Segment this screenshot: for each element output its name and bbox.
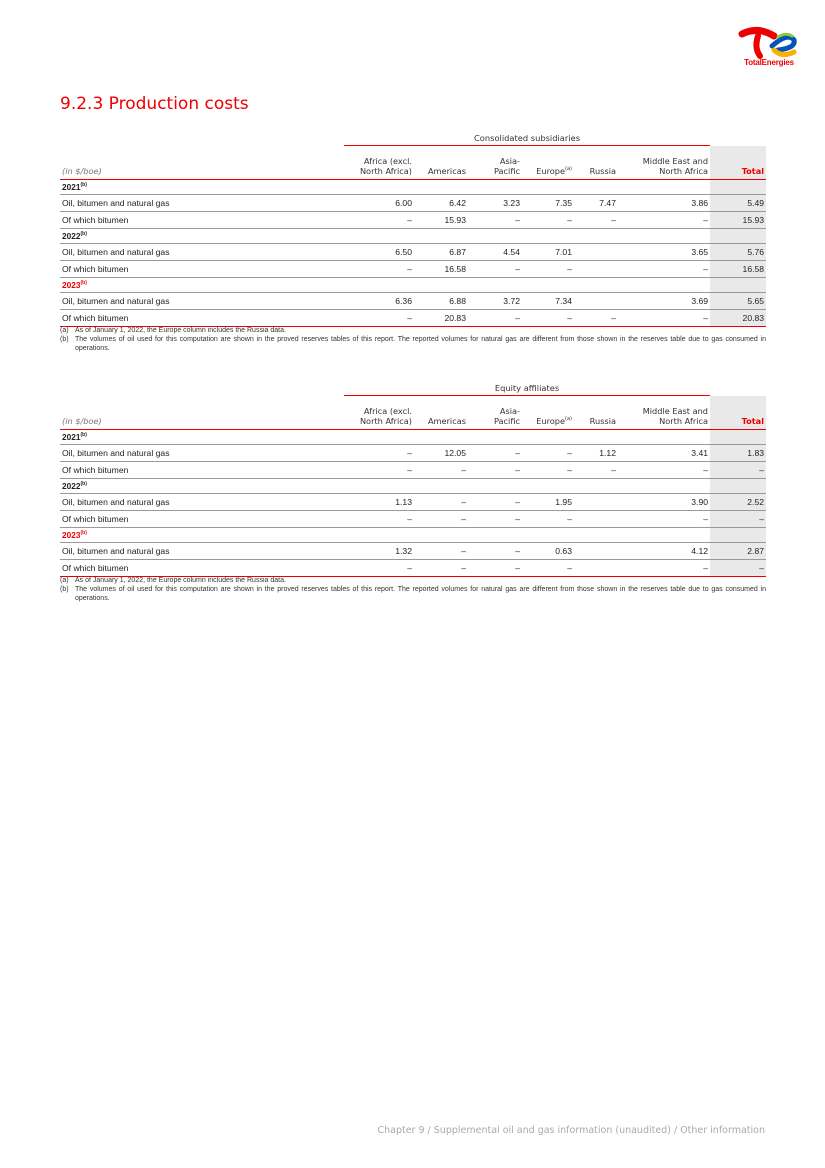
table-cell: 16.58 — [710, 261, 766, 278]
year-row: 2023$^{(b)}$ — [60, 278, 766, 293]
year-row: 2021$^{(b)}$ — [60, 430, 766, 445]
unit-label: (in $/boe) — [60, 396, 344, 430]
year-row: 2022$^{(b)}$ — [60, 479, 766, 494]
col-africa: Africa (excl. North Africa) — [344, 146, 414, 180]
table-cell: – — [414, 494, 468, 511]
table-cell: 7.35 — [522, 195, 574, 212]
footnote-a: (a) As of January 1, 2022, the Europe column includes the Russia data. — [60, 327, 286, 334]
table-cell: – — [710, 462, 766, 479]
table-cell: – — [344, 310, 414, 327]
table-cell: 6.50 — [344, 244, 414, 261]
table1-footnotes — [60, 326, 766, 353]
table-cell: 5.65 — [710, 293, 766, 310]
table-cell: 4.12 — [618, 543, 710, 560]
table-cell: 1.83 — [710, 445, 766, 462]
footnote-a: (a) As of January 1, 2022, the Europe column includes the Russia data. — [60, 577, 286, 584]
header-row — [60, 396, 766, 430]
table-row: Oil, bitumen and natural gas 1.32 – – 0.63 4.12 2.87 — [60, 543, 766, 560]
section-title: 9.2.3 Production costs — [60, 94, 249, 114]
page-footer: Chapter 9 / Supplemental oil and gas information (unaudited) / Other information — [377, 1125, 765, 1136]
table-cell: 6.36 — [344, 293, 414, 310]
table-cell: 1.12 — [574, 445, 618, 462]
table-cell: 1.13 — [344, 494, 414, 511]
table-cell: – — [468, 212, 522, 229]
table2-footnotes — [60, 576, 766, 603]
table-cell: 6.42 — [414, 195, 468, 212]
table-cell: – — [522, 560, 574, 577]
table-cell: – — [574, 212, 618, 229]
table-cell: 6.88 — [414, 293, 468, 310]
table-cell: 4.54 — [468, 244, 522, 261]
year-label: 2023 — [62, 280, 81, 290]
year-label: 2022 — [62, 231, 81, 241]
table-row: Oil, bitumen and natural gas 6.50 6.87 4.54 7.01 3.65 5.76 — [60, 244, 766, 261]
table-cell: – — [522, 445, 574, 462]
table-row: Oil, bitumen and natural gas 6.00 6.42 3.23 7.35 7.47 3.86 5.49 — [60, 195, 766, 212]
table-cell: – — [468, 310, 522, 327]
table-cell — [574, 560, 618, 577]
table-cell: – — [618, 261, 710, 278]
table-cell: – — [522, 310, 574, 327]
table-cell: – — [574, 310, 618, 327]
table-cell: 2.87 — [710, 543, 766, 560]
table-cell — [574, 244, 618, 261]
table-cell: – — [414, 511, 468, 528]
table-cell: 7.34 — [522, 293, 574, 310]
col-asia-pacific: Asia- Pacific — [468, 396, 522, 430]
logo-wordmark: TotalEnergies — [744, 58, 794, 67]
table-cell — [574, 261, 618, 278]
table-cell: – — [414, 543, 468, 560]
year-row: 2021$^{(b)}$ — [60, 180, 766, 195]
table-row: Of which bitumen – – – – – – — [60, 560, 766, 577]
year-label: 2021 — [62, 432, 81, 442]
table-cell: 3.90 — [618, 494, 710, 511]
table-caption: Equity affiliates — [344, 377, 710, 396]
footnote-b: (b) The volumes of oil used for this computation are shown in the proved reserves tables of this report. The reported volumes for natural gas are different from those shown in the reserves table due to gas consumed in operations. — [60, 336, 766, 352]
col-americas: Americas — [414, 396, 468, 430]
header-row — [60, 146, 766, 180]
table-cell — [574, 293, 618, 310]
table-cell: 20.83 — [414, 310, 468, 327]
table-cell: – — [522, 212, 574, 229]
year-label: 2022 — [62, 481, 81, 491]
table-row: Oil, bitumen and natural gas 1.13 – – 1.95 3.90 2.52 — [60, 494, 766, 511]
col-americas: Americas — [414, 146, 468, 180]
table-cell: – — [344, 511, 414, 528]
table-cell: – — [468, 543, 522, 560]
table-cell: 7.47 — [574, 195, 618, 212]
table-cell: – — [618, 462, 710, 479]
col-asia-pacific: Asia- Pacific — [468, 146, 522, 180]
table-cell: – — [618, 511, 710, 528]
table-cell: – — [344, 560, 414, 577]
table-cell: – — [522, 261, 574, 278]
year-label: 2021 — [62, 182, 81, 192]
table-row: Oil, bitumen and natural gas – 12.05 – – 1.12 3.41 1.83 — [60, 445, 766, 462]
footnote-b: (b) The volumes of oil used for this computation are shown in the proved reserves tables of this report. The reported volumes for natural gas are different from those shown in the reserves table due to gas consumed in operations. — [60, 586, 766, 602]
table-cell: 15.93 — [710, 212, 766, 229]
table-cell: – — [414, 560, 468, 577]
table-row: Of which bitumen – 16.58 – – – 16.58 — [60, 261, 766, 278]
table-cell: 20.83 — [710, 310, 766, 327]
table-cell: – — [468, 261, 522, 278]
table-cell: 7.01 — [522, 244, 574, 261]
consolidated-subsidiaries-table — [60, 127, 766, 327]
col-russia: Russia — [574, 396, 618, 430]
table-cell: – — [468, 462, 522, 479]
table-cell: 1.32 — [344, 543, 414, 560]
table-cell: 6.00 — [344, 195, 414, 212]
table-cell: 15.93 — [414, 212, 468, 229]
table-cell: 0.63 — [522, 543, 574, 560]
table-row: Of which bitumen – 15.93 – – – – 15.93 — [60, 212, 766, 229]
table-cell: 6.87 — [414, 244, 468, 261]
table-cell: – — [618, 560, 710, 577]
table-cell: – — [468, 494, 522, 511]
table-cell: 12.05 — [414, 445, 468, 462]
table-cell: 3.69 — [618, 293, 710, 310]
table-cell: 3.72 — [468, 293, 522, 310]
table-cell: – — [468, 511, 522, 528]
table-cell: 3.86 — [618, 195, 710, 212]
col-russia: Russia — [574, 146, 618, 180]
unit-label: (in $/boe) — [60, 146, 344, 180]
table-cell: – — [574, 462, 618, 479]
table-row: Of which bitumen – 20.83 – – – – 20.83 — [60, 310, 766, 327]
table-cell: 3.65 — [618, 244, 710, 261]
col-total: Total — [710, 146, 766, 180]
year-label: 2023 — [62, 530, 81, 540]
year-row: 2023$^{(b)}$ — [60, 528, 766, 543]
table-cell — [574, 511, 618, 528]
table-cell: – — [344, 445, 414, 462]
table-cell: – — [344, 261, 414, 278]
table-cell — [574, 543, 618, 560]
col-europe: Europe$^{(a)}$ — [522, 396, 574, 430]
col-total: Total — [710, 396, 766, 430]
col-africa: Africa (excl. North Africa) — [344, 396, 414, 430]
table-cell: – — [618, 212, 710, 229]
table-row: Of which bitumen – – – – – – — [60, 511, 766, 528]
table-cell: – — [468, 560, 522, 577]
table-cell: – — [710, 511, 766, 528]
table-row: Of which bitumen – – – – – – – — [60, 462, 766, 479]
year-row: 2022$^{(b)}$ — [60, 229, 766, 244]
table-cell: – — [344, 212, 414, 229]
table-row: Oil, bitumen and natural gas 6.36 6.88 3.72 7.34 3.69 5.65 — [60, 293, 766, 310]
table-cell: 16.58 — [414, 261, 468, 278]
table-cell: 5.76 — [710, 244, 766, 261]
table-cell: – — [618, 310, 710, 327]
table-cell: – — [344, 462, 414, 479]
table-cell: – — [414, 462, 468, 479]
col-middle-east: Middle East and North Africa — [618, 396, 710, 430]
table-cell: 2.52 — [710, 494, 766, 511]
table-cell: 3.41 — [618, 445, 710, 462]
col-middle-east: Middle East and North Africa — [618, 146, 710, 180]
table-cell: – — [522, 462, 574, 479]
table-cell: – — [468, 445, 522, 462]
col-europe: Europe$^{(a)}$ — [522, 146, 574, 180]
equity-affiliates-table — [60, 377, 766, 577]
table-cell: – — [522, 511, 574, 528]
table-caption: Consolidated subsidiaries — [344, 127, 710, 146]
table-cell: – — [710, 560, 766, 577]
table-cell: 1.95 — [522, 494, 574, 511]
table-cell: 3.23 — [468, 195, 522, 212]
table-cell — [574, 494, 618, 511]
table-cell: 5.49 — [710, 195, 766, 212]
